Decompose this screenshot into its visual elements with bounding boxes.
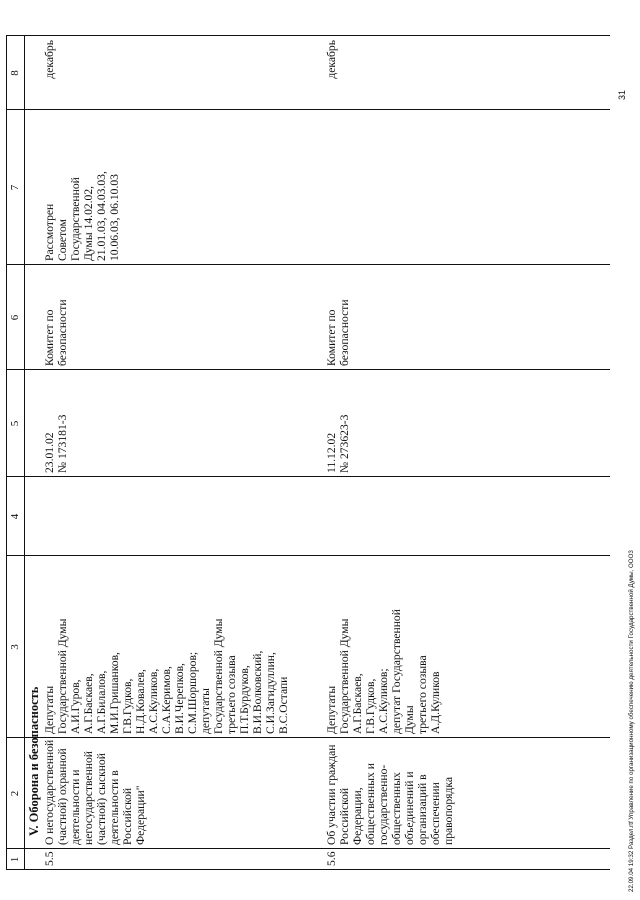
review-status: Рассмотрен Советом Государственной Думы 14.02.02, 21.01.03, 04.03.03, 10.06.03, 06.10.03 <box>43 171 121 261</box>
section-title: V. Оборона и безопасность <box>27 686 41 836</box>
planned-month: декабрь <box>325 40 338 79</box>
col-header-4: 4 <box>9 513 21 520</box>
col-header-8: 8 <box>9 70 21 76</box>
bill-title: О негосударственной (частной) охранной деятельности и негосударственной (частной) сыскной деятельности в Российской Федерации" <box>43 739 147 845</box>
row-number: 5.6 <box>325 851 338 866</box>
footer-text: 22.09.04 19:32 Раздел.rtf Управление по организационному обеспечению деятельности Государственной Думы, ООО3 <box>628 550 635 892</box>
row-number: 5.5 <box>43 851 56 866</box>
col-header-2: 2 <box>9 790 21 797</box>
legislation-table <box>6 35 610 870</box>
responsible-committee: Комитет по безопасности <box>325 299 351 366</box>
bill-date-number: 11.12.02 № 273623-3 <box>325 414 351 473</box>
col-header-5: 5 <box>9 420 21 427</box>
planned-month: декабрь <box>43 40 56 79</box>
responsible-committee: Комитет по безопасности <box>43 299 69 366</box>
bill-title: Об участии граждан Российской Федерации, общественных и государственно- общественных объединений и организаций в обеспечении правопорядка <box>325 744 455 845</box>
col-header-6: 6 <box>9 314 21 321</box>
col-header-1: 1 <box>9 856 21 863</box>
bill-authors: Депутаты Государственной Думы А.И.Гуров, А.Г.Баскаев, А.Г.Билалов, М.И.Гришанков, Г.В.Гудков, Н.Д.Ковалев, А.С.Куликов, С.А.Керимов, В.И.Черепков, С.М.Шоршоров; депутаты Государственной Думы третьего созыва П.Т.Бурдуков, В.И.Волковский, С.И.Загидуллин, В.С.Остапи <box>43 618 290 734</box>
page-number: 31 <box>617 89 627 100</box>
col-header-3: 3 <box>9 644 21 650</box>
bill-authors: Депутаты Государственной Думы А.Г.Баскаев, Г.В.Гудков, А.С.Куликов; депутат Государственной Думы третьего созыва А.Д.Куликов <box>325 609 442 734</box>
bill-date-number: 23.01.02 № 173181-3 <box>43 414 69 473</box>
col-header-7: 7 <box>9 184 21 191</box>
